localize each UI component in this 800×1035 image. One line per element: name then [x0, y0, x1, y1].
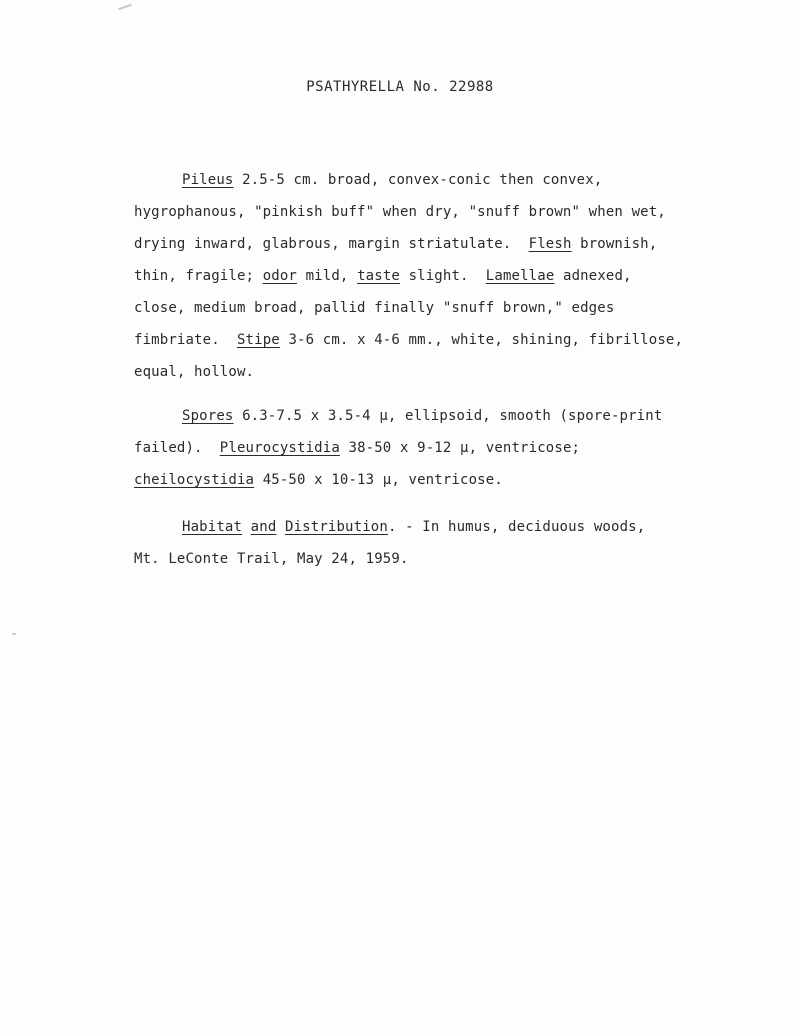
text-line: close, medium broad, pallid finally "snuff brown," edges: [134, 300, 615, 316]
flesh-term: Flesh: [528, 236, 572, 252]
text-line: cheilocystidia 45-50 x 10-13 µ, ventricose.: [134, 472, 503, 488]
taste-term: taste: [357, 268, 400, 284]
scan-smudge: [118, 4, 132, 11]
document-title: PSATHYRELLA No. 22988: [306, 79, 494, 95]
distribution-term: Distribution: [285, 519, 388, 535]
text-line: Spores 6.3-7.5 x 3.5-4 µ, ellipsoid, smooth (spore-print: [182, 408, 663, 424]
pleurocystidia-term: Pleurocystidia: [219, 440, 340, 456]
text-line: hygrophanous, "pinkish buff" when dry, "snuff brown" when wet,: [134, 204, 666, 220]
lamellae-term: Lamellae: [485, 268, 555, 284]
and-term: and: [250, 519, 277, 535]
scan-smudge: [12, 633, 16, 635]
text-line: equal, hollow.: [134, 364, 255, 380]
text-line: Mt. LeConte Trail, May 24, 1959.: [134, 551, 409, 567]
text-line: Habitat and Distribution. - In humus, deciduous woods,: [182, 519, 646, 535]
spores-term: Spores: [182, 408, 234, 424]
text-line: Pileus 2.5-5 cm. broad, convex-conic then convex,: [182, 172, 603, 188]
odor-term: odor: [262, 268, 298, 284]
cheilocystidia-term: cheilocystidia: [134, 472, 255, 488]
text-line: drying inward, glabrous, margin striatulate. Flesh brownish,: [134, 236, 658, 252]
pileus-term: Pileus: [182, 172, 234, 188]
stipe-term: Stipe: [236, 332, 280, 348]
text-line: thin, fragile; odor mild, taste slight. Lamellae adnexed,: [134, 268, 632, 284]
text-line: fimbriate. Stipe 3-6 cm. x 4-6 mm., white, shining, fibrillose,: [134, 332, 684, 348]
habitat-term: Habitat: [182, 519, 243, 535]
text-line: failed). Pleurocystidia 38-50 x 9-12 µ, ventricose;: [134, 440, 581, 456]
